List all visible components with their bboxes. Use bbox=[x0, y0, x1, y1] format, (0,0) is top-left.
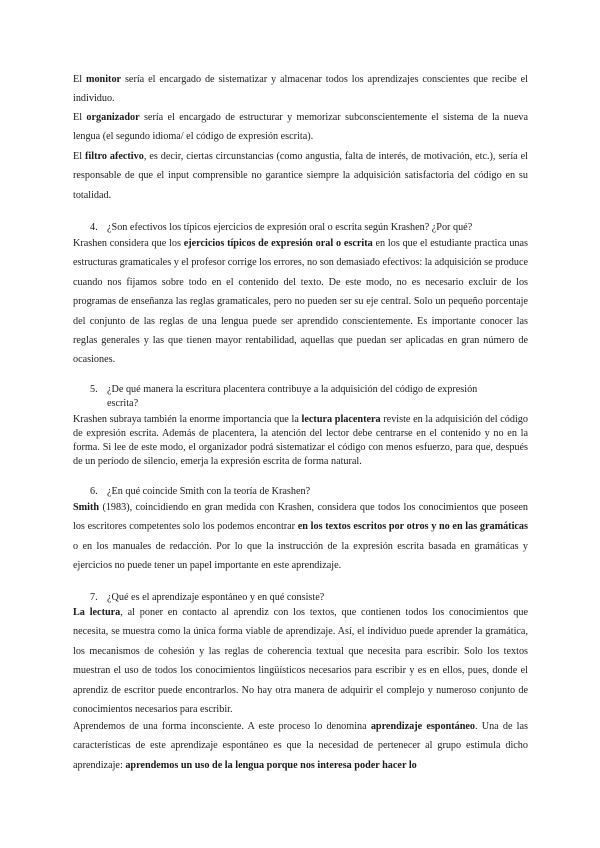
term-textos-escritos: en los textos escritos por otros y no en las gramáticas bbox=[297, 521, 528, 533]
answer-5: Krashen subraya también la enorme importancia que la lectura placentera reviste en la adquisición del código de expresión escrita. Además de placentera, la atención del lector debe centrarse en el contenido y no en la forma. Si lee de este modo, el organizador podrá sistematizar el código con menos esfuerzo, para que, después de un período de silencio, emerja la expresión escrita de forma natural. bbox=[73, 414, 528, 467]
question-7: 7. ¿Qué es el aprendizaje espontáneo y en qué consiste? bbox=[90, 592, 325, 603]
term-filtro-afectivo: filtro afectivo bbox=[85, 151, 144, 162]
question-4: 4. ¿Son efectivos los típicos ejercicios de expresión oral o escrita según Krashen? ¿Por qué? bbox=[90, 222, 473, 233]
question-5: 5. ¿De qué manera la escritura placentera contribuye a la adquisición del código de expresión escrita? bbox=[90, 384, 478, 409]
term-lectura-placentera: lectura placentera bbox=[301, 414, 381, 425]
question-6: 6. ¿En qué coincide Smith con la teoría de Krashen? bbox=[90, 486, 311, 497]
term-ejercicios: ejercicios típicos de expresión oral o escrita bbox=[183, 238, 373, 249]
answer-4: Krashen considera que los ejercicios típicos de expresión oral o escrita en los que el estudiante practica unas estructuras gramaticales y el profesor corrige los errores, no son demasiado efectivos: la adquisición se produce cuando nos fijamos sobre todo en el contenido del texto. De este modo, no es necesario excluir de los programas de enseñanza las reglas gramaticales, pero no pueden ser su eje central. Solo un pequeño porcentaje del conjunto de las reglas de una lengua puede ser aprendido conscientemente. Es importante conocer las reglas generales y las que tienen mayor rentabilidad, aquellas que puedan ser aplicadas en gran número de ocasiones. bbox=[73, 238, 529, 366]
paragraph-organizador: El organizador sería el encargado de estructurar y memorizar subconscientemente el sistema de la nueva lengua (el segundo idioma/ el código de expresión escrita). bbox=[73, 112, 528, 143]
term-aprendizaje-espontaneo: aprendizaje espontáneo bbox=[370, 721, 475, 732]
term-aprendemos: aprendemos un uso de la lengua porque nos interesa poder hacer lo bbox=[125, 759, 417, 771]
answer-7-continued: Aprendemos de una forma inconsciente. A este proceso lo denomina aprendizaje espontáneo. Una de las características de este aprendizaje espontáneo es que la necesidad de pertenecer al grupo estimula dicho aprendizaje: aprendemos un uso de la lengua porque nos interesa poder hacer lo bbox=[73, 721, 528, 771]
term-la-lectura: La lectura bbox=[73, 607, 121, 618]
answer-6: Smith (1983), coincidiendo en gran medida con Krashen, considera que todos los conocimientos que poseen los escritores competentes solo los podemos encontrar en los textos escritos por otros y no en las gramáticas o en los manuales de redacción. Por lo que la instrucción de la expresión escrita basada en gramáticas y ejercicios no puede tener un papel importante en este aprendizaje. bbox=[73, 502, 528, 572]
term-organizador: organizador bbox=[86, 112, 140, 123]
paragraph-filtro-afectivo: El filtro afectivo, es decir, ciertas circunstancias (como angustia, falta de interés, de motivación, etc.), sería el responsable de que el input comprensible no garantice siempre la adquisición satisfactoria del código en su totalidad. bbox=[73, 151, 528, 201]
paragraph-monitor: El monitor sería el encargado de sistematizar y almacenar todos los aprendizajes conscientes que recibe el individuo. bbox=[73, 74, 528, 105]
answer-7: La lectura, al poner en contacto al aprendiz con los textos, que contienen todos los conocimientos que necesita, se muestra como la única forma viable de aprendizaje. Así, el individuo puede aprender la gramática, los mecanismos de cohesión y las reglas de coherencia textual que necesita para escribir. Solo los textos muestran el uso de todos los conocimientos lingüísticos necesarios para escribir y es en ellos, pues, donde el aprendiz de escritor puede encontrarlos. No hay otra manera de adquirir el complejo y numeroso conjunto de conocimientos necesarios para escribir. bbox=[73, 607, 528, 716]
term-smith: Smith bbox=[73, 502, 100, 513]
term-monitor: monitor bbox=[85, 74, 122, 85]
